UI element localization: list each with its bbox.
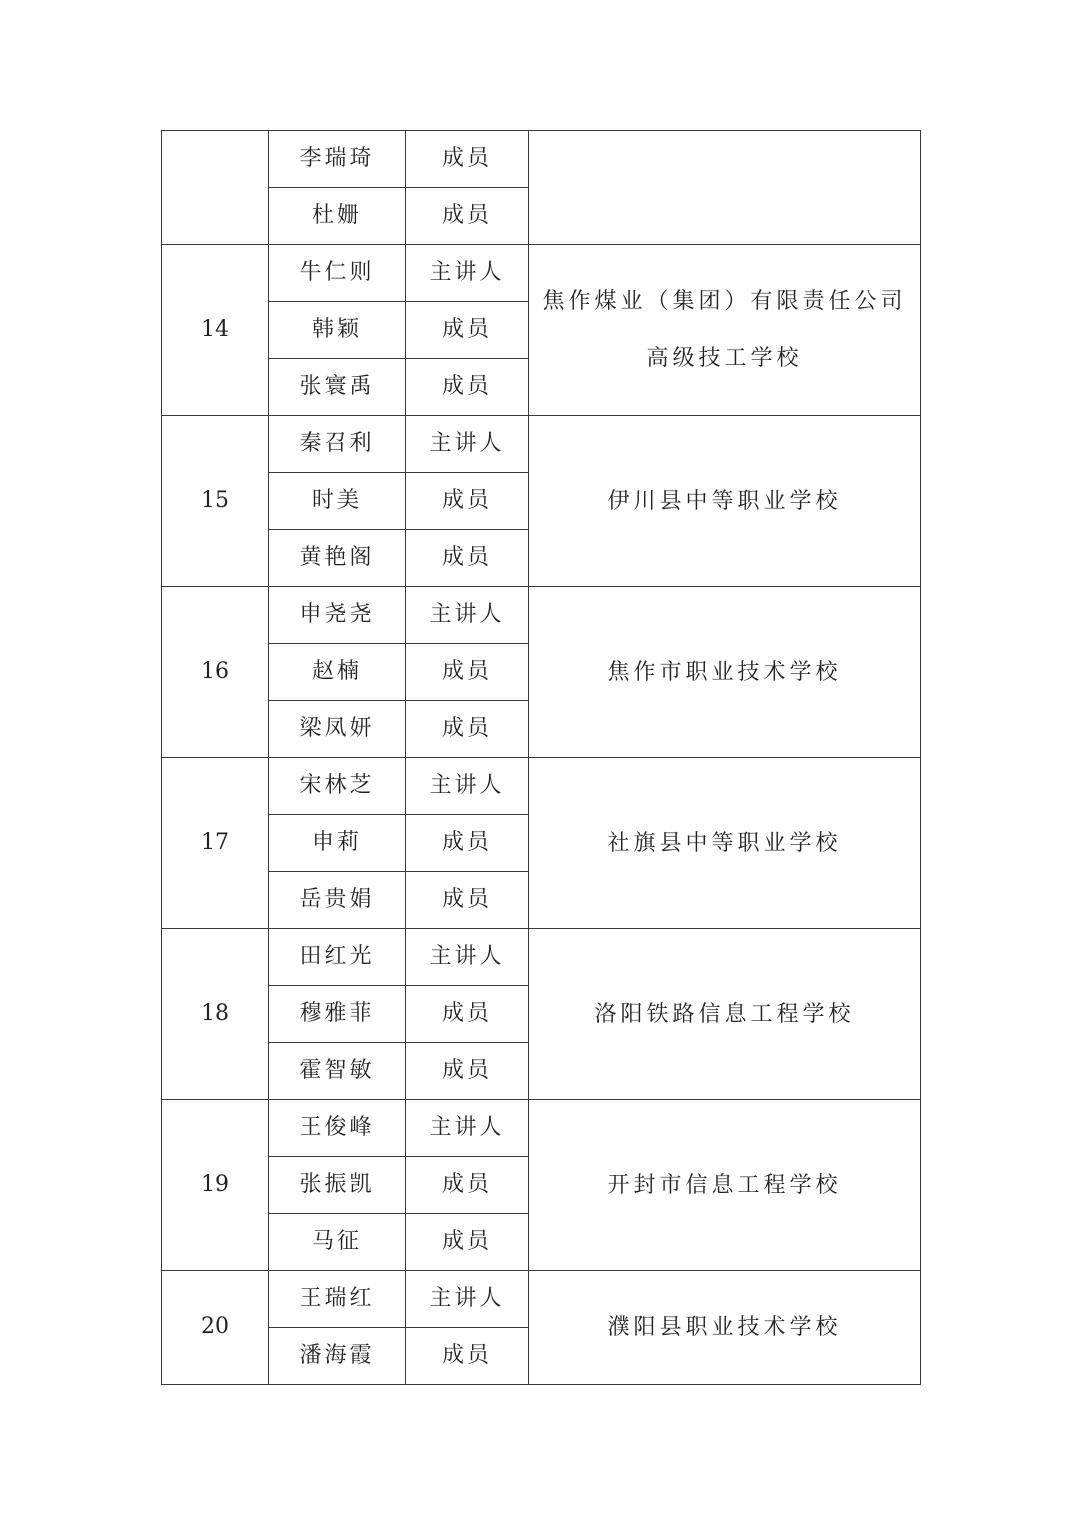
- school-unit: [529, 1100, 921, 1271]
- roster-body: [162, 131, 921, 1385]
- table-row: [162, 1100, 921, 1157]
- school-unit: [529, 929, 921, 1100]
- member-name: 黄艳阁: [269, 530, 406, 587]
- school-unit: [529, 587, 921, 758]
- member-name: 秦召利: [269, 416, 406, 473]
- member-name: 申莉: [269, 815, 406, 872]
- member-name: 牛仁则: [269, 245, 406, 302]
- member-role: 成员: [406, 1157, 529, 1214]
- member-role: 成员: [406, 302, 529, 359]
- group-number: 16: [162, 587, 269, 758]
- member-name: 马征: [269, 1214, 406, 1271]
- member-role: 成员: [406, 644, 529, 701]
- member-role: 主讲人: [406, 416, 529, 473]
- school-unit-line: 焦作市职业技术学校: [607, 659, 842, 685]
- school-unit: [529, 758, 921, 929]
- school-unit-line: 社旗县中等职业学校: [607, 830, 842, 856]
- school-unit-line: 高级技工学校: [646, 346, 803, 371]
- school-unit: [529, 1271, 921, 1385]
- member-name: 张振凯: [269, 1157, 406, 1214]
- member-role: 成员: [406, 473, 529, 530]
- member-role: 成员: [406, 815, 529, 872]
- member-name: 岳贵娟: [269, 872, 406, 929]
- group-number: 19: [162, 1100, 269, 1271]
- table-row: [162, 1271, 921, 1328]
- member-role: 成员: [406, 1328, 529, 1385]
- member-role: 主讲人: [406, 1271, 529, 1328]
- group-number: 15: [162, 416, 269, 587]
- member-role: 主讲人: [406, 587, 529, 644]
- table-row: [162, 245, 921, 302]
- member-name: 张寰禹: [269, 359, 406, 416]
- member-name: 梁凤妍: [269, 701, 406, 758]
- member-name: 李瑞琦: [269, 131, 406, 188]
- member-role: 主讲人: [406, 245, 529, 302]
- group-number: 17: [162, 758, 269, 929]
- member-role: 成员: [406, 131, 529, 188]
- group-number: 20: [162, 1271, 269, 1385]
- member-name: 时美: [269, 473, 406, 530]
- member-name: 杜姗: [269, 188, 406, 245]
- member-role: 成员: [406, 530, 529, 587]
- member-role: 主讲人: [406, 929, 529, 986]
- member-role: 主讲人: [406, 1100, 529, 1157]
- member-role: 成员: [406, 188, 529, 245]
- school-unit: [529, 131, 921, 245]
- table-row: [162, 416, 921, 473]
- group-number: 18: [162, 929, 269, 1100]
- member-name: 穆雅菲: [269, 986, 406, 1043]
- group-number: [162, 131, 269, 245]
- table-row: [162, 131, 921, 188]
- member-role: 成员: [406, 701, 529, 758]
- member-role: 成员: [406, 359, 529, 416]
- member-role: 成员: [406, 1043, 529, 1100]
- member-name: 赵楠: [269, 644, 406, 701]
- roster-table: [161, 130, 921, 1385]
- member-role: 成员: [406, 986, 529, 1043]
- member-name: 霍智敏: [269, 1043, 406, 1100]
- member-name: 潘海霞: [269, 1328, 406, 1385]
- member-name: 韩颖: [269, 302, 406, 359]
- member-name: 申尧尧: [269, 587, 406, 644]
- member-role: 主讲人: [406, 758, 529, 815]
- table-row: [162, 758, 921, 815]
- school-unit-line: 开封市信息工程学校: [607, 1172, 842, 1198]
- school-unit: [529, 245, 921, 416]
- member-name: 宋林芝: [269, 758, 406, 815]
- member-role: 成员: [406, 872, 529, 929]
- member-name: 王瑞红: [269, 1271, 406, 1328]
- school-unit-line: 焦作煤业（集团）有限责任公司: [542, 289, 907, 314]
- group-number: 14: [162, 245, 269, 416]
- school-unit: [529, 416, 921, 587]
- table-row: [162, 929, 921, 986]
- member-name: 田红光: [269, 929, 406, 986]
- school-unit-line: 濮阳县职业技术学校: [607, 1315, 842, 1340]
- table-row: [162, 587, 921, 644]
- school-unit-line: 伊川县中等职业学校: [607, 488, 842, 514]
- school-unit-line: 洛阳铁路信息工程学校: [594, 1001, 855, 1027]
- member-name: 王俊峰: [269, 1100, 406, 1157]
- member-role: 成员: [406, 1214, 529, 1271]
